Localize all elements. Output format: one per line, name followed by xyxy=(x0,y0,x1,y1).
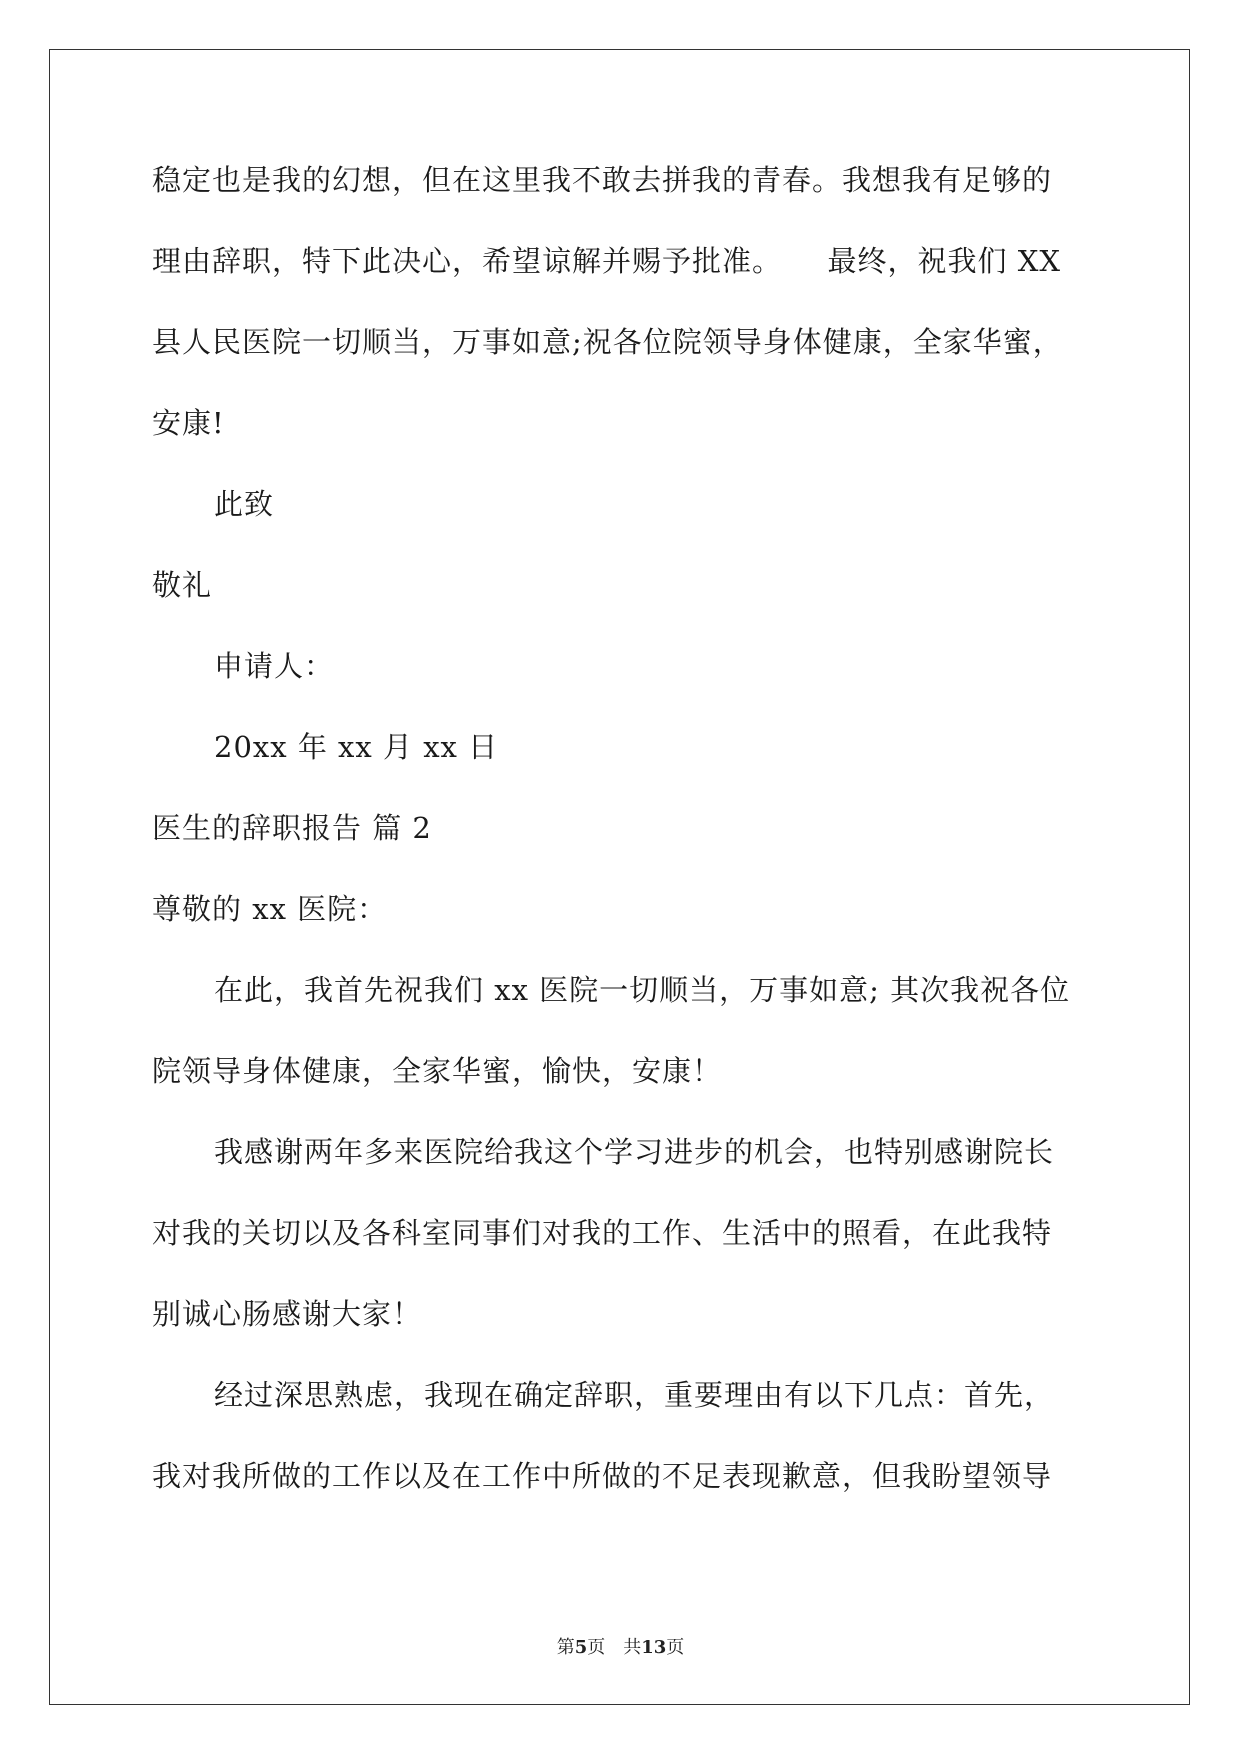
paragraph-line: 稳定也是我的幻想，但在这里我不敢去拼我的青春。我想我有足够的 xyxy=(152,163,1053,197)
total-pages: 13 xyxy=(641,1637,667,1658)
closing-salutation: 此致 xyxy=(214,487,275,521)
page-footer xyxy=(0,1633,1241,1659)
page-suffix: 页 xyxy=(587,1637,606,1658)
page-prefix: 第 xyxy=(556,1637,575,1658)
paragraph-line: 在此，我首先祝我们 xx 医院一切顺当，万事如意; 其次我祝各位 xyxy=(214,973,1071,1007)
paragraph-line: 县人民医院一切顺当，万事如意;祝各位院领导身体健康，全家华蜜， xyxy=(152,325,1063,359)
total-prefix: 共 xyxy=(623,1637,642,1658)
page-number: 5 xyxy=(574,1637,588,1658)
section-heading: 医生的辞职报告 篇 2 xyxy=(152,811,432,845)
paragraph-line: 理由辞职，特下此决心，希望谅解并赐予批准。 最终，祝我们 XX xyxy=(152,244,1062,278)
paragraph-line: 我感谢两年多来医院给我这个学习进步的机会，也特别感谢院长 xyxy=(214,1135,1055,1169)
date-line: 20xx 年 xx 月 xx 日 xyxy=(214,730,499,764)
letter-greeting: 尊敬的 xx 医院： xyxy=(152,892,388,926)
paragraph-line: 院领导身体健康，全家华蜜，愉快，安康！ xyxy=(152,1054,723,1088)
paragraph-line: 别诚心肠感谢大家！ xyxy=(152,1297,423,1331)
paragraph-line: 安康! xyxy=(152,406,225,440)
closing-respect: 敬礼 xyxy=(152,568,213,602)
applicant-label: 申请人： xyxy=(214,649,335,683)
total-suffix: 页 xyxy=(666,1637,685,1658)
paragraph-line: 对我的关切以及各科室同事们对我的工作、生活中的照看，在此我特 xyxy=(152,1216,1053,1250)
paragraph-line: 经过深思熟虑，我现在确定辞职，重要理由有以下几点：首先， xyxy=(214,1378,1055,1412)
paragraph-line: 我对我所做的工作以及在工作中所做的不足表现歉意，但我盼望领导 xyxy=(152,1459,1053,1493)
